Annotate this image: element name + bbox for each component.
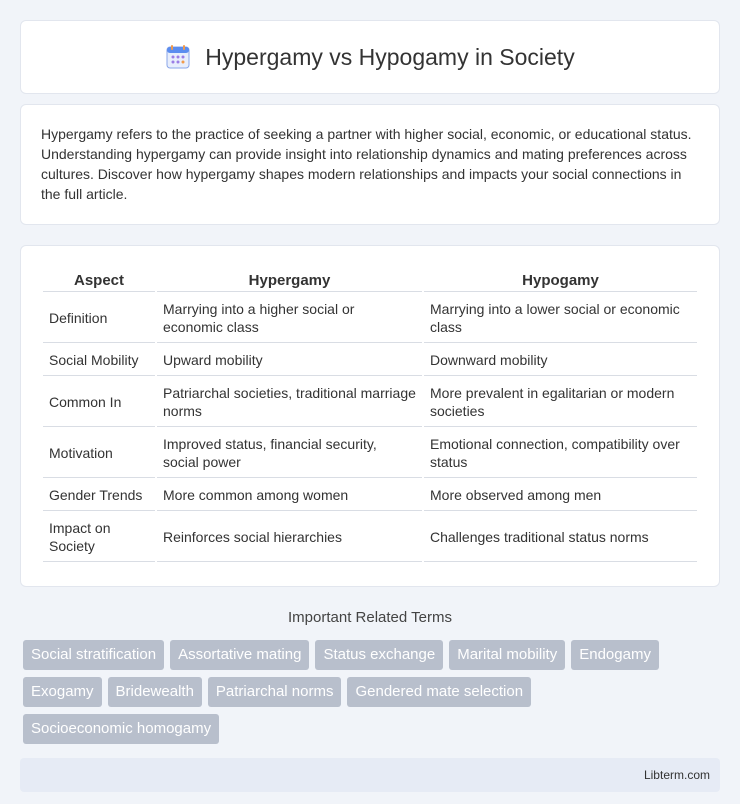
tag-patriarchal-norms[interactable]: Patriarchal norms	[208, 677, 342, 707]
table-cell: Challenges traditional status norms	[424, 513, 697, 562]
table-cell: More prevalent in egalitarian or modern societies	[424, 378, 697, 427]
table-cell: Gender Trends	[43, 480, 155, 511]
table-header-row	[43, 268, 697, 292]
comparison-table	[41, 266, 699, 564]
footer	[20, 758, 720, 792]
table-row	[43, 378, 697, 427]
tag-marital-mobility[interactable]: Marital mobility	[449, 640, 565, 670]
table-cell: Motivation	[43, 429, 155, 478]
header-hypogamy: Hypogamy	[424, 268, 697, 292]
tag-socioeconomic-homogamy[interactable]: Socioeconomic homogamy	[23, 714, 219, 744]
tag-endogamy[interactable]: Endogamy	[571, 640, 659, 670]
related-terms-title: Important Related Terms	[288, 609, 452, 626]
header-aspect: Aspect	[43, 268, 155, 292]
table-row	[43, 480, 697, 511]
table-row	[43, 513, 697, 562]
table-cell: Marrying into a lower social or economic class	[424, 294, 697, 343]
tag-status-exchange[interactable]: Status exchange	[315, 640, 443, 670]
table-cell: Common In	[43, 378, 155, 427]
table-cell: More common among women	[157, 480, 422, 511]
table-row	[43, 294, 697, 343]
tag-assortative-mating[interactable]: Assortative mating	[170, 640, 309, 670]
table-cell: Social Mobility	[43, 345, 155, 376]
tag-social-stratification[interactable]: Social stratification	[23, 640, 164, 670]
table-row	[43, 345, 697, 376]
table-cell: Patriarchal societies, traditional marriage norms	[157, 378, 422, 427]
table-cell: Downward mobility	[424, 345, 697, 376]
header-card	[20, 20, 720, 94]
tag-gendered-mate-selection[interactable]: Gendered mate selection	[347, 677, 531, 707]
table-cell: Impact on Society	[43, 513, 155, 562]
tag-exogamy[interactable]: Exogamy	[23, 677, 102, 707]
table-row	[43, 429, 697, 478]
table-cell: Definition	[43, 294, 155, 343]
table-cell: Upward mobility	[157, 345, 422, 376]
header-hypergamy: Hypergamy	[157, 268, 422, 292]
table-cell: Improved status, financial security, social power	[157, 429, 422, 478]
table-cell: Marrying into a higher social or economic class	[157, 294, 422, 343]
calendar-icon	[165, 44, 191, 70]
intro-card	[20, 104, 720, 225]
intro-text: Hypergamy refers to the practice of seeking a partner with higher social, economic, or educational status. Understanding hypergamy can provide insight into relationship dynamics and mating preferences across cultures. Discover how hypergamy shapes modern relationships and impacts your social connections in the full article.	[41, 126, 692, 202]
footer-link[interactable]: Libterm.com	[643, 768, 710, 782]
page-title: Hypergamy vs Hypogamy in Society	[205, 43, 575, 70]
tag-bridewealth[interactable]: Bridewealth	[108, 677, 202, 707]
table-cell: More observed among men	[424, 480, 697, 511]
comparison-table-card	[20, 245, 720, 587]
table-cell: Reinforces social hierarchies	[157, 513, 422, 562]
table-cell: Emotional connection, compatibility over status	[424, 429, 697, 478]
related-terms-tags	[20, 640, 720, 744]
